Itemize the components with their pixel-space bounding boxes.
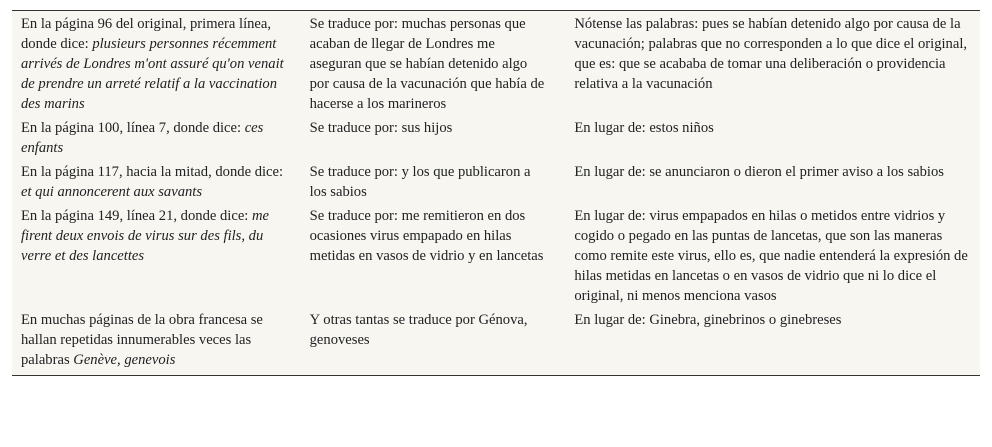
table-row: [12, 11, 980, 117]
original-cell: [12, 116, 293, 160]
translation-cell: Se traduce por: y los que publicaron a los sabios: [309, 164, 531, 200]
original-prefix: En muchas páginas de la obra francesa se hallan repetidas innumerables veces las palabras: [21, 312, 263, 368]
original-cell: [12, 204, 293, 308]
table-row: [12, 160, 980, 204]
original-prefix: En la página 117, hacia la mitad, donde dice:: [21, 164, 284, 180]
table-row: [12, 116, 980, 160]
correction-cell: En lugar de: virus empapados en hilas o metidos entre vidrios y cogido o pegado en las puntas de lancetas, que son las maneras como remite este virus, ello es, que nadie entenderá la expresión de hilas metidas en lancetas o en vasos de vidrio que ni lo dice el original, ni menos menciona vasos: [574, 208, 968, 304]
original-prefix: En la página 100, línea 7, donde dice:: [21, 120, 245, 136]
correction-cell: En lugar de: estos niños: [574, 120, 714, 136]
original-prefix: En la página 96 del original, primera línea, donde dice:: [21, 16, 272, 52]
translation-cell: Se traduce por: sus hijos: [309, 120, 453, 136]
correction-cell: En lugar de: se anunciaron o dieron el primer aviso a los sabios: [574, 164, 944, 180]
original-french-quote: ces enfants: [21, 120, 264, 156]
translation-cell: Se traduce por: me remitieron en dos ocasiones virus empapado en hilas metidas en vasos de vidrio y en lancetas: [309, 208, 544, 264]
correction-cell: En lugar de: Ginebra, ginebrinos o ginebreses: [574, 312, 842, 328]
table-row: [12, 308, 980, 376]
errata-table: [12, 10, 980, 376]
original-cell: [12, 308, 293, 376]
original-cell: [12, 160, 293, 204]
translation-cell: Y otras tantas se traduce por Génova, genoveses: [309, 312, 528, 348]
original-french-quote: plusieurs personnes récemment arrivés de Londres m'ont assuré qu'on venait de prendre un arreté relatif a la vaccination des marins: [21, 36, 284, 112]
translation-cell: Se traduce por: muchas personas que acaban de llegar de Londres me aseguran que se habían detenido algo por causa de la vacunación que había de hacerse a los marineros: [309, 16, 545, 112]
table-row: [12, 204, 980, 308]
original-french-quote: et qui annoncerent aux savants: [21, 184, 203, 200]
correction-cell: Nótense las palabras: pues se habían detenido algo por causa de la vacunación; palabras que no corresponden a lo que dice el original, que es: que se acababa de tomar una deliberación o providencia relativa a la vacunación: [574, 16, 968, 92]
original-prefix: En la página 149, línea 21, donde dice:: [21, 208, 252, 224]
original-french-quote: Genève, genevois: [73, 352, 176, 368]
original-cell: [12, 11, 293, 117]
original-french-quote: me firent deux envois de virus sur des fils, du verre et des lancettes: [21, 208, 270, 264]
